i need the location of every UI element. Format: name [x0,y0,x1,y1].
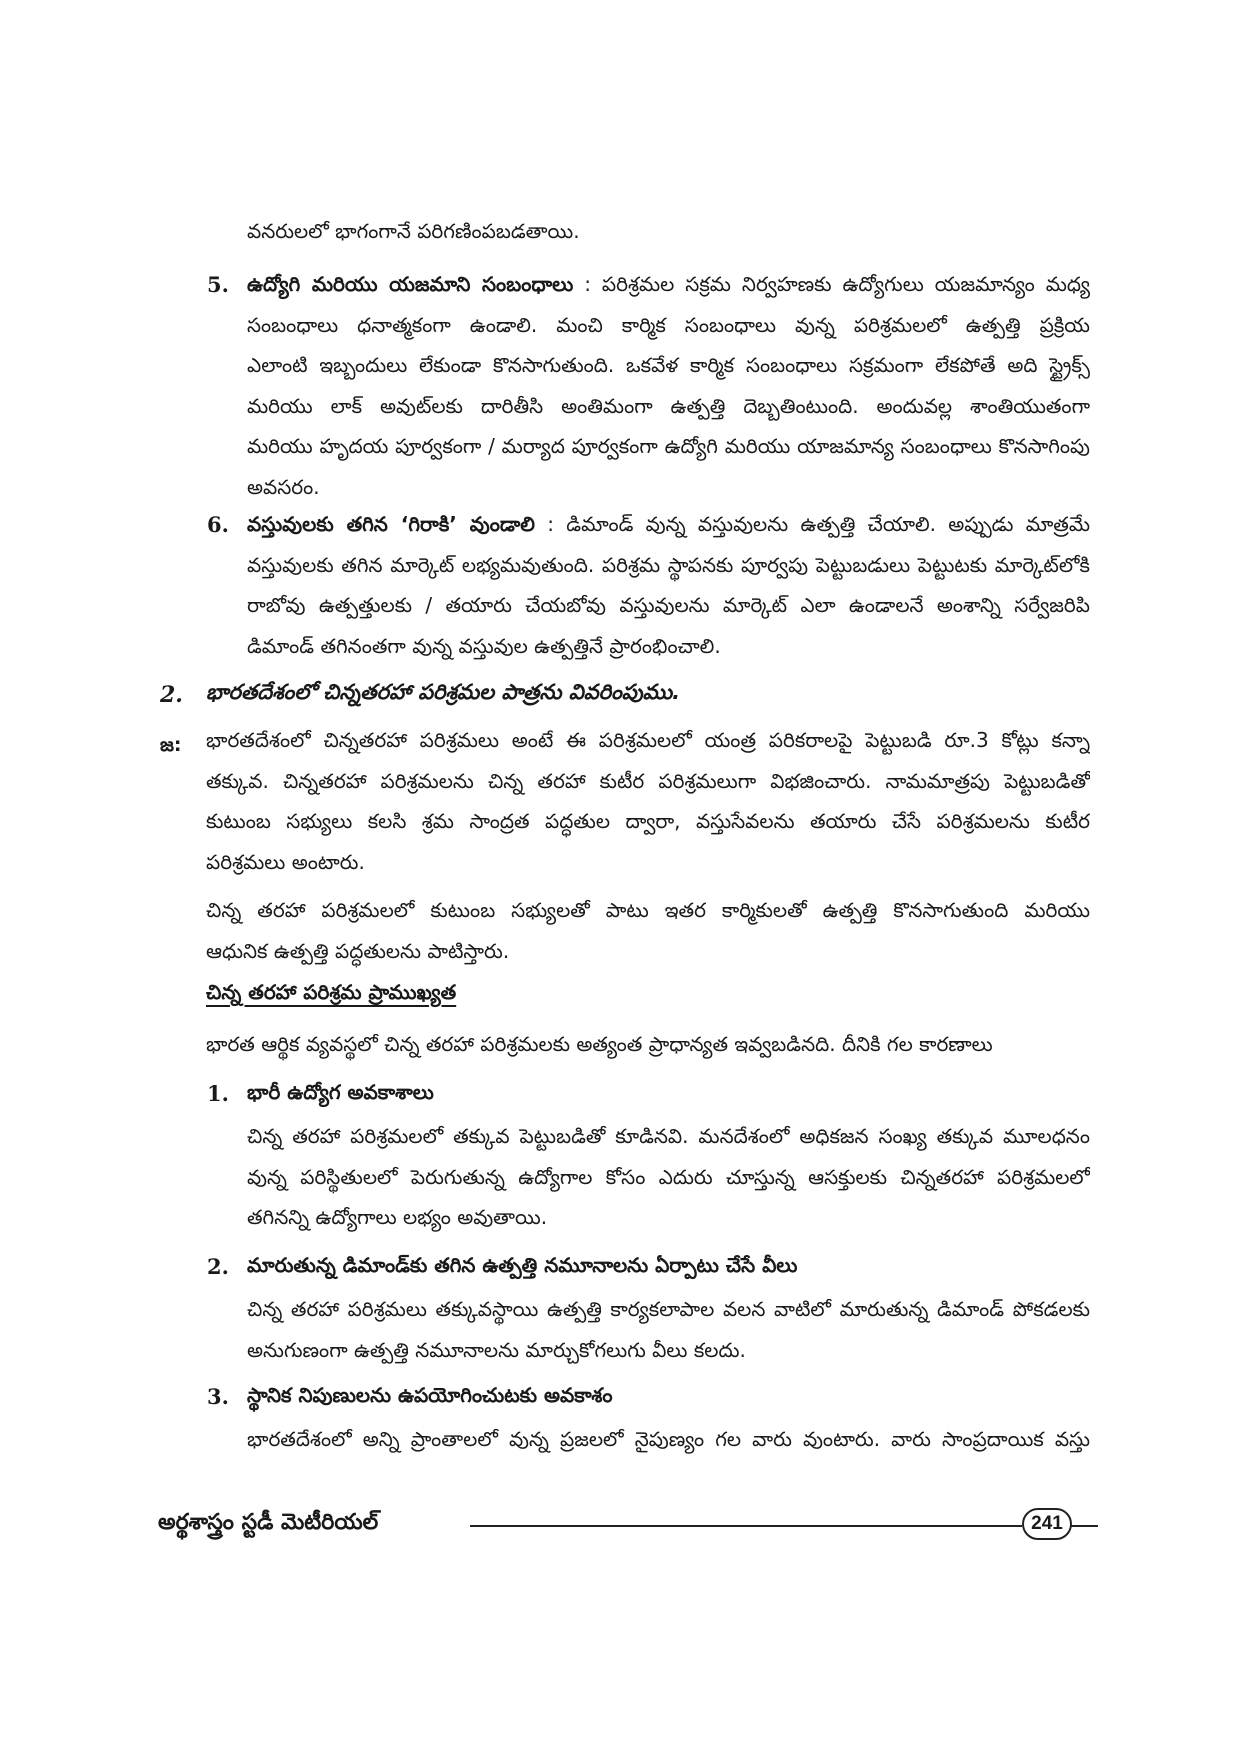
footer-rule-left [470,1525,1022,1527]
reason-3-body: భారతదేశంలో అన్ని ప్రాంతాలలో వున్న ప్రజలలో నైపుణ్యం గల వారు వుంటారు. వారు సాంప్రదాయిక వస్తు [247,1427,1090,1451]
importance-subheading: చిన్న తరహా పరిశ్రమ ప్రాముఖ్యత [206,980,457,1004]
question-number: 2. [160,682,183,708]
point-5-heading: ఉద్యోగి మరియు యజమాని సంబంధాలు [247,272,574,296]
reason-2-number: 2. [207,1254,229,1279]
reason-1-number: 1. [207,1081,229,1106]
answer-paragraph-1: భారతదేశంలో చిన్నతరహా పరిశ్రమలు అంటే ఈ పరిశ్రమలలో యంత్ర పరికరాలపై పెట్టుబడి రూ.3 కోట్లు కన్నా తక్కువ. చిన్నతరహా పరిశ్రమలను చిన్న తరహా కుటీర పరిశ్రమలుగా విభజించారు. నామమాత్రపు పెట్టుబడితో కుటుంబ సభ్యులు కలసి శ్రమ సాంద్రత పద్ధతుల ద్వారా, వస్తుసేవలను తయారు చేసే పరిశ్రమలను కుటీర పరిశ్రమలు అంటారు. [206,728,1090,874]
point-5-number: 5. [207,272,229,297]
footer-rule-right [1070,1525,1098,1527]
reason-2-heading: మారుతున్న డిమాండ్‌కు తగిన ఉత్పత్తి నమూనాలను ఏర్పాటు చేసే వీలు [247,1253,798,1277]
reason-1-body: చిన్న తరహా పరిశ్రమలలో తక్కువ పెట్టుబడితో కూడినవి. మనదేశంలో అధికజన సంఖ్య తక్కువ మూలధనం వున్న పరిస్థితులలో పెరుగుతున్న ఉద్యోగాల కోసం ఎదురు చూస్తున్న ఆసక్తులకు చిన్నతరహా పరిశ్రమలలో తగినన్ని ఉద్యోగాలు లభ్యం అవుతాయి. [247,1124,1090,1229]
answer-paragraph-2: చిన్న తరహా పరిశ్రమలలో కుటుంబ సభ్యులతో పాటు ఇతర కార్మికులతో ఉత్పత్తి కొనసాగుతుంది మరియు ఆధునిక ఉత్పత్తి పద్ధతులను పాటిస్తారు. [206,898,1090,963]
reason-3-number: 3. [207,1384,229,1409]
point-6-heading: వస్తువులకు తగిన ‘గిరాకి’ వుండాలి [247,512,535,536]
page-number: 241 [1022,1508,1072,1540]
reason-1-heading: భారీ ఉద్యోగ అవకాశాలు [247,1080,434,1104]
answer-paragraph-3: భారత ఆర్థిక వ్యవస్థలో చిన్న తరహా పరిశ్రమలకు అత్యంత ప్రాధాన్యత ఇవ్వబడినది. దీనికి గల కారణాలు [206,1032,993,1056]
intro-line: వనరులలో భాగంగానే పరిగణింపబడతాయి. [247,219,580,243]
reason-2-body: చిన్న తరహా పరిశ్రమలు తక్కువస్థాయి ఉత్పత్తి కార్యకలాపాల వలన వాటిలో మారుతున్న డిమాండ్ పోకడలకు అనుగుణంగా ఉత్పత్తి నమూనాలను మార్చుకోగలుగు వీలు కలదు. [247,1297,1090,1362]
point-6-number: 6. [207,512,229,537]
point-5-body: ఉద్యోగి మరియు యజమాని సంబంధాలు : పరిశ్రమల సక్రమ నిర్వహణకు ఉద్యోగులు యజమాన్యం మధ్య సంబంధాలు ధనాత్మకంగా ఉండాలి. మంచి కార్మిక సంబంధాలు వున్న పరిశ్రమలలో ఉత్పత్తి ప్రక్రియ ఎలాంటి ఇబ్బందులు లేకుండా కొనసాగుతుంది. ఒకవేళ కార్మిక సంబంధాలు సక్రమంగా లేకపోతే అది స్ట్రైక్స్ మరియు లాక్ అవుట్‌లకు దారితీసి అంతిమంగా ఉత్పత్తి దెబ్బతింటుంది. అందువల్ల శాంతియుతంగా మరియు హృదయ పూర్వకంగా / మర్యాద పూర్వకంగా ఉద్యోగి మరియు యాజమాన్య సంబంధాలు కొనసాగింపు అవసరం. [247,272,1090,499]
footer-title: అర్థశాస్త్రం స్టడీ మెటీరియల్ [158,1510,379,1535]
question-text: భారతదేశంలో చిన్నతరహా పరిశ్రమల పాత్రను వివరింపుము. [206,680,681,704]
answer-label: జ: [160,734,182,756]
reason-3-heading: స్థానిక నిపుణులను ఉపయోగించుటకు అవకాశం [247,1383,613,1407]
point-6-body: వస్తువులకు తగిన ‘గిరాకి’ వుండాలి : డిమాండ్ వున్న వస్తువులను ఉత్పత్తి చేయాలి. అప్పుడు మాత్రమే వస్తువులకు తగిన మార్కెట్ లభ్యమవుతుంది. పరిశ్రమ స్థాపనకు పూర్వపు పెట్టుబడులు పెట్టుటకు మార్కెట్‌లోకి రాబోవు ఉత్పత్తులకు / తయారు చేయబోవు వస్తువులను మార్కెట్ ఎలా ఉండాలనే అంశాన్ని సర్వేజరిపి డిమాండ్ తగినంతగా వున్న వస్తువుల ఉత్పత్తినే ప్రారంభించాలి. [247,512,1090,658]
